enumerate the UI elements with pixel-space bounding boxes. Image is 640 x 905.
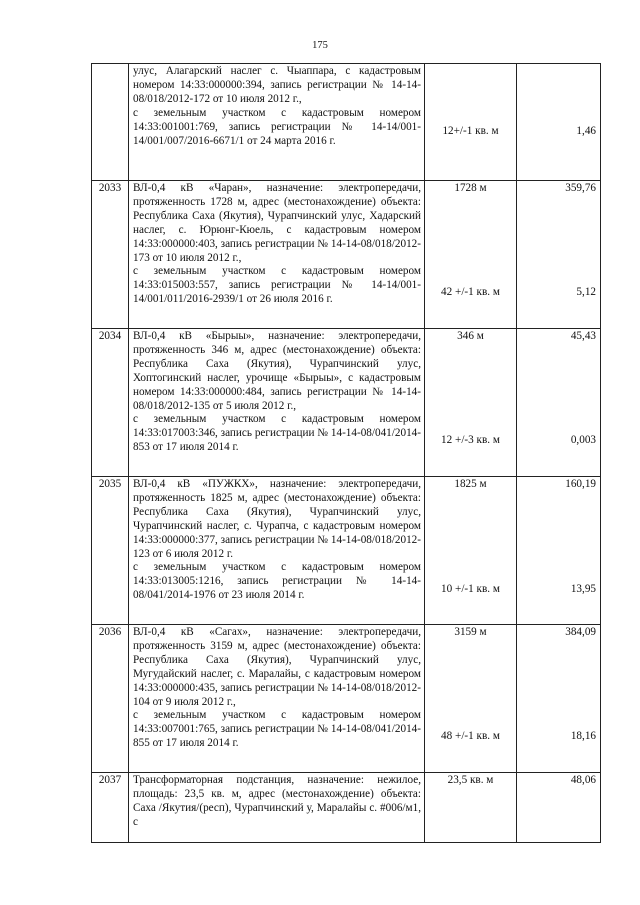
quantity-value: 1825 м [454, 478, 487, 490]
object-description [129, 64, 425, 181]
quantity-value: 10 +/-1 кв. м [441, 583, 500, 595]
description-paragraph: Трансформаторная подстанция, назначение: нежилое, площадь: 23,5 кв. м, адрес (местонахождение) объекта: Саха /Якутия/(респ), Чурапчинский у, Маралайы с. #006/м1, с [133, 774, 421, 828]
value-cell [517, 64, 601, 181]
description-paragraph: с земельным участком с кадастровым номером 14:33:007001:765, запись регистрации № 14-14-08/041/2014-855 от 17 июля 2014 г. [133, 709, 421, 750]
amount-value: 5,12 [576, 286, 596, 298]
object-description [129, 773, 425, 843]
quantity-value: 1728 м [454, 182, 487, 194]
amount-value: 48,06 [570, 774, 596, 786]
quantity-value: 48 +/-1 кв. м [441, 730, 500, 742]
description-paragraph: улус, Алагарский наслег с. Чыаппара, с кадастровым номером 14:33:000000:394, запись регистрации № 14-14-08/018/2012-172 от 10 июля 2012 г., [133, 65, 421, 105]
object-description [129, 625, 425, 773]
description-paragraph: ВЛ-0,4 кВ «Сагах», назначение: электропередачи, протяженность 3159 м, адрес (местонахождение) объекта: Республика Саха (Якутия), Чурапчинский улус, Мугудайский наслег, с. Маралайы, с кадастровым номером 14:33:000000:435, запись регистрации № 14-14-08/018/2012-104 от 9 июля 2012 г., [133, 626, 421, 708]
page-number: 175 [312, 40, 328, 51]
amount-value: 160,19 [565, 478, 596, 490]
value-cell [517, 625, 601, 773]
property-register-table [91, 63, 601, 843]
amount-value: 359,76 [565, 182, 596, 194]
description-paragraph: с земельным участком с кадастровым номером 14:33:013005:1216, запись регистрации № 14-14-08/041/2014-1976 от 23 июля 2014 г. [133, 561, 421, 602]
object-description [129, 181, 425, 329]
quantity-value: 3159 м [454, 626, 487, 638]
table-row [92, 64, 601, 181]
quantity-value: 12+/-1 кв. м [442, 125, 499, 137]
row-number: 2037 [92, 773, 129, 843]
value-cell [517, 477, 601, 625]
amount-value: 1,46 [576, 125, 596, 137]
quantity-value: 23,5 кв. м [447, 774, 494, 786]
description-paragraph: с земельным участком с кадастровым номером 14:33:017003:346, запись регистрации № 14-14-08/041/2014-853 от 17 июля 2014 г. [133, 413, 421, 454]
quantity-cell [425, 181, 517, 329]
table-row [92, 625, 601, 773]
amount-value: 45,43 [570, 330, 596, 342]
value-cell [517, 181, 601, 329]
row-number [92, 64, 129, 181]
object-description [129, 477, 425, 625]
quantity-value: 12 +/-3 кв. м [441, 434, 500, 446]
value-cell [517, 773, 601, 843]
object-description [129, 329, 425, 477]
quantity-value: 42 +/-1 кв. м [441, 286, 500, 298]
quantity-cell [425, 329, 517, 477]
value-cell [517, 329, 601, 477]
quantity-value: 346 м [457, 330, 484, 342]
row-number: 2036 [92, 625, 129, 773]
quantity-cell [425, 477, 517, 625]
description-paragraph: с земельным участком с кадастровым номером 14:33:001001:769, запись регистрации № 14-14/001-14/001/007/2016-6671/1 от 24 марта 2016 г. [133, 106, 421, 147]
table-row [92, 181, 601, 329]
row-number: 2035 [92, 477, 129, 625]
row-number: 2033 [92, 181, 129, 329]
quantity-cell [425, 773, 517, 843]
description-paragraph: ВЛ-0,4 кВ «Бырыы», назначение: электропередачи, протяженность 346 м, адрес (местонахождение) объекта: Республика Саха (Якутия), Чурапчинский улус, Хоптогинский наслег, урочище «Бырыы», с кадастровым номером 14:33:000000:484, запись регистрации № 14-14-08/018/2012-135 от 5 июля 2012 г., [133, 330, 421, 412]
quantity-cell [425, 625, 517, 773]
amount-value: 0,003 [570, 434, 596, 446]
amount-value: 18,16 [570, 730, 596, 742]
amount-value: 13,95 [570, 583, 596, 595]
description-paragraph: с земельным участком с кадастровым номером 14:33:015003:557, запись регистрации № 14-14/001-14/001/011/2016-2939/1 от 26 июля 2016 г. [133, 265, 421, 306]
table-row [92, 773, 601, 843]
amount-value: 384,09 [565, 626, 596, 638]
table-row [92, 477, 601, 625]
table-row [92, 329, 601, 477]
description-paragraph: ВЛ-0,4 кВ «ПУЖКХ», назначение: электропередачи, протяженность 1825 м, адрес (местонахождение) объекта: Республика Саха (Якутия), Чурапчинский улус, Чурапчинский наслег, с. Чурапча, с кадастровым номером 14:33:000000:377, запись регистрации № 14-14-08/018/2012-123 от 6 июля 2012 г. [133, 478, 421, 560]
row-number: 2034 [92, 329, 129, 477]
description-paragraph: ВЛ-0,4 кВ «Чаран», назначение: электропередачи, протяженность 1728 м, адрес (местонахождение) объекта: Республика Саха (Якутия), Чурапчинский улус, Хадарский наслег, с. Юрюнг-Кюель, с кадастровым номером 14:33:000000:403, запись регистрации № 14-14-08/018/2012-173 от 10 июля 2012 г., [133, 182, 421, 264]
quantity-cell [425, 64, 517, 181]
